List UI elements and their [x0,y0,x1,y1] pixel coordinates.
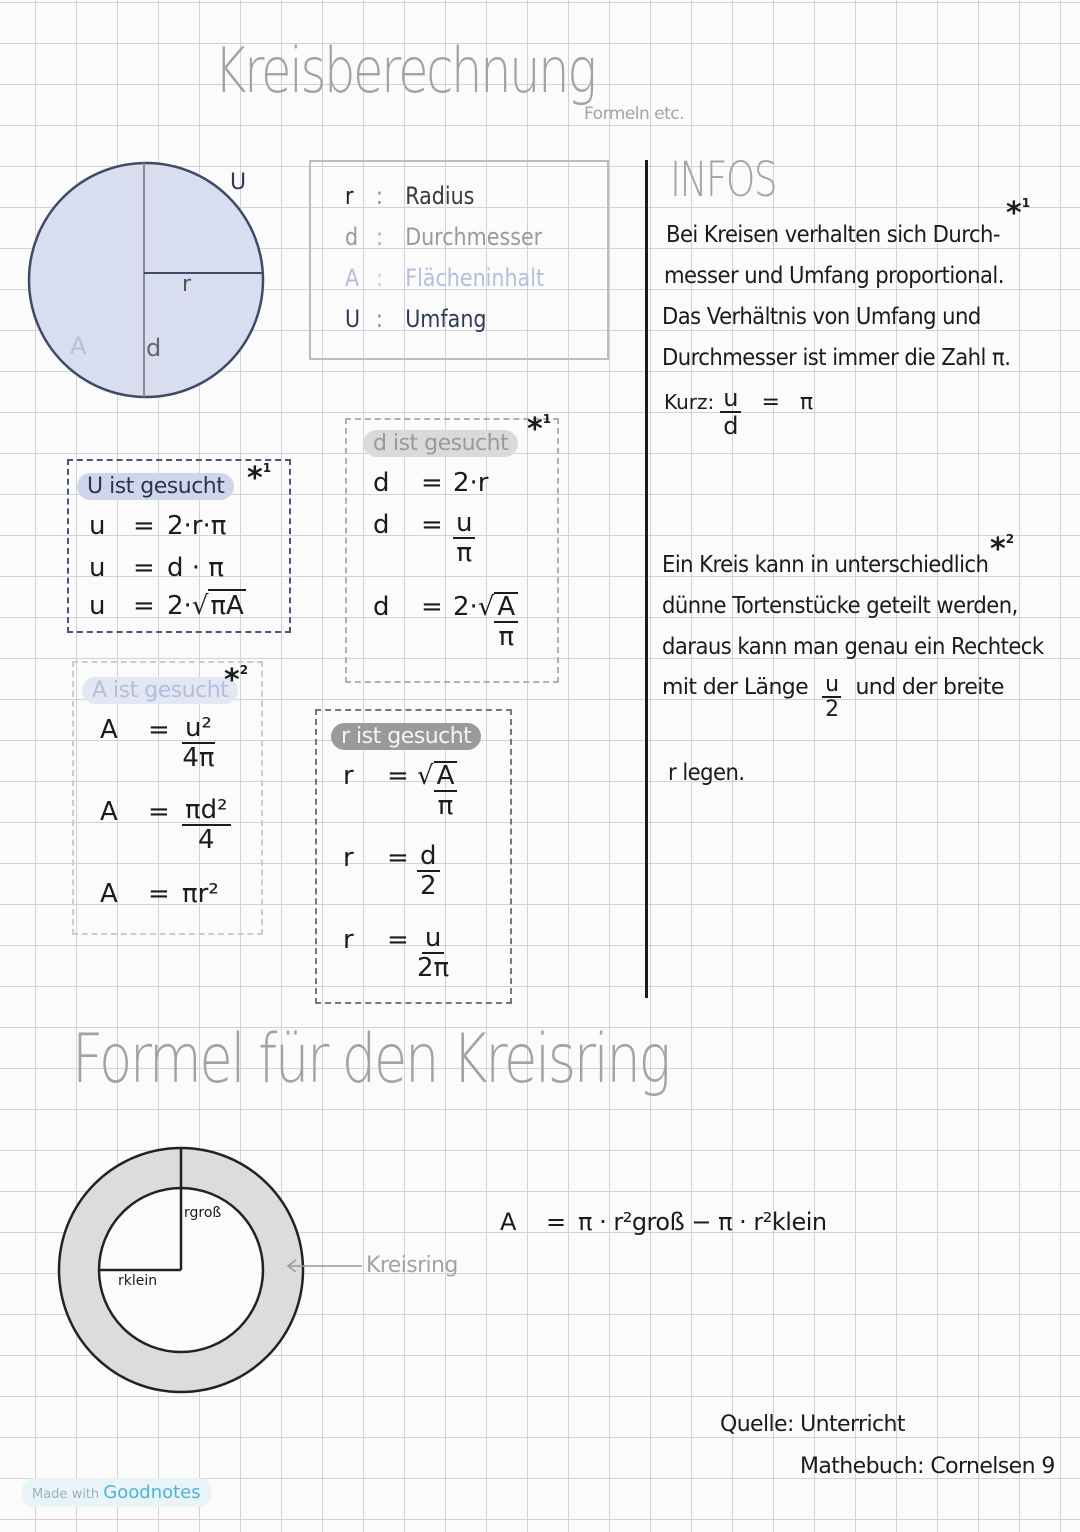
legend-sep: : [375,305,383,333]
formula-row [343,843,440,901]
legend-row-area [345,264,544,292]
infos-p2-line: dünne Tortenstücke geteilt werden, [662,593,1018,619]
ring-formula-lhs: A [500,1208,516,1236]
legend-meaning: Flächeninhalt [405,264,545,292]
page-title: Kreisberechnung [214,34,595,107]
kurz-val: π [799,390,814,415]
infos-p2-last [662,672,1004,723]
formula-eq: = [387,925,409,955]
r-klein-label: rklein [118,1273,158,1289]
formula-rhs: 2·r [453,468,489,498]
fraction-num: u [453,510,475,539]
infos-footnote-1 [1006,196,1030,231]
legend-meaning: Umfang [405,305,487,333]
formula-rhs: 2·r·π [167,511,227,541]
formula-eq: = [387,761,409,791]
box-u-gesucht [67,459,291,633]
infos-title: INFOS [670,152,777,208]
formula-pre: 2· [167,591,192,621]
sup: 1 [542,412,552,426]
box-label: U ist gesucht [77,473,234,500]
fraction [182,715,215,773]
sup: 1 [1021,196,1031,210]
circle-label-r: r [182,272,192,297]
ring-pointer-label: Kreisring [366,1253,458,1278]
formula-lhs: d [373,510,390,540]
legend-symbol: r [345,182,354,210]
legend-sep: : [375,264,383,292]
fraction-num: A [494,594,518,623]
formula-lhs: u [89,553,106,583]
circle-label-d: d [146,334,162,362]
footnote-marker [247,461,271,496]
formula-lhs: u [89,511,106,541]
fraction-num: A [434,763,458,792]
page-subtitle: Formeln etc. [584,104,685,124]
sup: 2 [1005,532,1015,546]
sqrt-sign: √ [191,591,209,621]
sup: 1 [262,461,272,475]
fraction-num: u² [182,715,215,744]
formula-lhs: r [343,925,354,955]
formula-row [343,761,457,821]
formula-row [89,591,246,621]
formula-eq: = [148,879,170,909]
footnote-marker [527,412,551,447]
ring-pointer-arrow [284,1258,364,1274]
formula-row [343,925,449,983]
formula-lhs: A [100,879,118,909]
legend-meaning: Durchmesser [405,223,543,251]
fraction-den: π [456,538,473,569]
star: * [1006,196,1022,231]
ring-formula-rhs: π · r²groß − π · r²klein [578,1208,827,1236]
badge-made-with: Made with [32,1487,100,1502]
sqrt-sign: √ [417,761,434,791]
fraction-den: 2 [419,871,437,902]
infos-kurz [664,386,813,440]
infos-p2-line: daraus kann man genau ein Rechteck [662,634,1044,660]
formula-rhs: d · π [167,553,224,583]
ring-diagram [56,1145,306,1395]
p2-post: und der breite [855,675,1004,700]
box-a-gesucht [72,661,263,935]
formula-lhs: A [100,797,118,827]
source-line-1: Quelle: Unterricht [720,1412,905,1437]
fraction-den: d [723,412,739,441]
fraction-den: π [437,791,454,822]
circle-diagram [26,160,268,402]
kurz-label: Kurz: [664,390,715,414]
formula-eq: = [148,797,170,827]
circle-label-u: U [230,170,247,195]
fraction [494,592,518,652]
legend-meaning: Radius [405,182,475,210]
formula-row [100,715,215,773]
fraction-den: 2π [417,953,450,984]
legend-row-radius [345,182,474,210]
formula-lhs: u [89,591,106,621]
source-line-2: Mathebuch: Cornelsen 9 [800,1454,1055,1479]
fraction [182,797,231,855]
r-gross-label: rgroß [184,1205,222,1221]
formula-eq: = [421,592,443,622]
p2-pre: mit der Länge [662,675,809,700]
infos-p1-line: Durchmesser ist immer die Zahl π. [662,345,1011,371]
formula-row [373,592,518,652]
formula-row [373,468,489,498]
badge-brand: Goodnotes [103,1482,201,1503]
sqrt-radicand: πA [210,591,244,621]
fraction-den: 4 [198,825,215,856]
formula-lhs: r [343,761,354,791]
fraction [453,510,475,568]
fraction-num: u [720,386,741,413]
fraction [434,761,458,821]
formula-eq: = [133,553,155,583]
legend-symbol: A [345,264,360,292]
fraction [417,843,440,901]
fraction-num: d [417,843,440,872]
formula-pre: 2· [453,592,478,622]
formula-eq: = [133,511,155,541]
formula-row [100,879,219,909]
fraction [720,386,741,440]
circle-label-a: A [70,332,87,360]
infos-p2-end: r legen. [668,760,745,786]
legend-row-diameter [345,223,542,251]
fraction-num: πd² [182,797,231,826]
box-label: A ist gesucht [82,677,238,704]
infos-p2-line: Ein Kreis kann in unterschiedlich [662,552,989,578]
fraction [417,925,449,983]
formula-row [100,797,231,855]
box-label: r ist gesucht [331,723,481,750]
formula-lhs: d [373,468,390,498]
goodnotes-badge[interactable] [22,1478,211,1507]
legend-symbol: U [345,305,361,333]
footnote-marker [224,663,248,698]
fraction-num: u [822,673,841,698]
formula-eq: = [421,468,443,498]
circle-graphic [26,160,268,402]
legend-sep: : [375,182,383,210]
fraction-den: π [498,622,515,653]
formula-eq: = [133,591,155,621]
fraction-den: 2 [825,697,839,723]
legend-symbol: d [345,223,359,251]
infos-p1-line: Das Verhältnis von Umfang und [662,304,981,330]
formula-lhs: d [373,592,390,622]
legend-box [309,160,609,360]
formula-lhs: A [100,715,118,745]
fraction [822,673,841,722]
star: * [527,412,543,447]
star: * [990,532,1006,567]
formula-row [373,510,475,568]
box-d-gesucht [345,412,559,683]
box-r-gesucht [315,709,512,1004]
formula-eq: = [387,843,409,873]
ring-title: Formel für den Kreisring [72,1020,669,1099]
ring-formula [500,1208,827,1236]
formula-eq: = [148,715,170,745]
kurz-eq: = [761,390,780,415]
formula-rhs: πr² [182,879,219,909]
sup: 2 [239,663,249,677]
legend-sep: : [375,223,383,251]
formula-eq: = [421,510,443,540]
infos-footnote-2 [990,532,1014,567]
legend-row-perimeter [345,305,487,333]
infos-p1-line: messer und Umfang proportional. [664,263,1004,289]
fraction-den: 4π [182,743,215,774]
fraction-num: u [422,925,444,954]
formula-lhs: r [343,843,354,873]
vertical-divider [645,160,648,998]
ring-formula-eq: = [546,1208,566,1236]
ring-graphic [56,1145,306,1395]
box-label: d ist gesucht [363,430,518,457]
sqrt-sign: √ [477,592,495,622]
formula-row [89,511,226,541]
star: * [247,461,263,496]
infos-p1-line: Bei Kreisen verhalten sich Durch- [666,222,1000,248]
formula-row [89,553,224,583]
star: * [224,663,240,698]
